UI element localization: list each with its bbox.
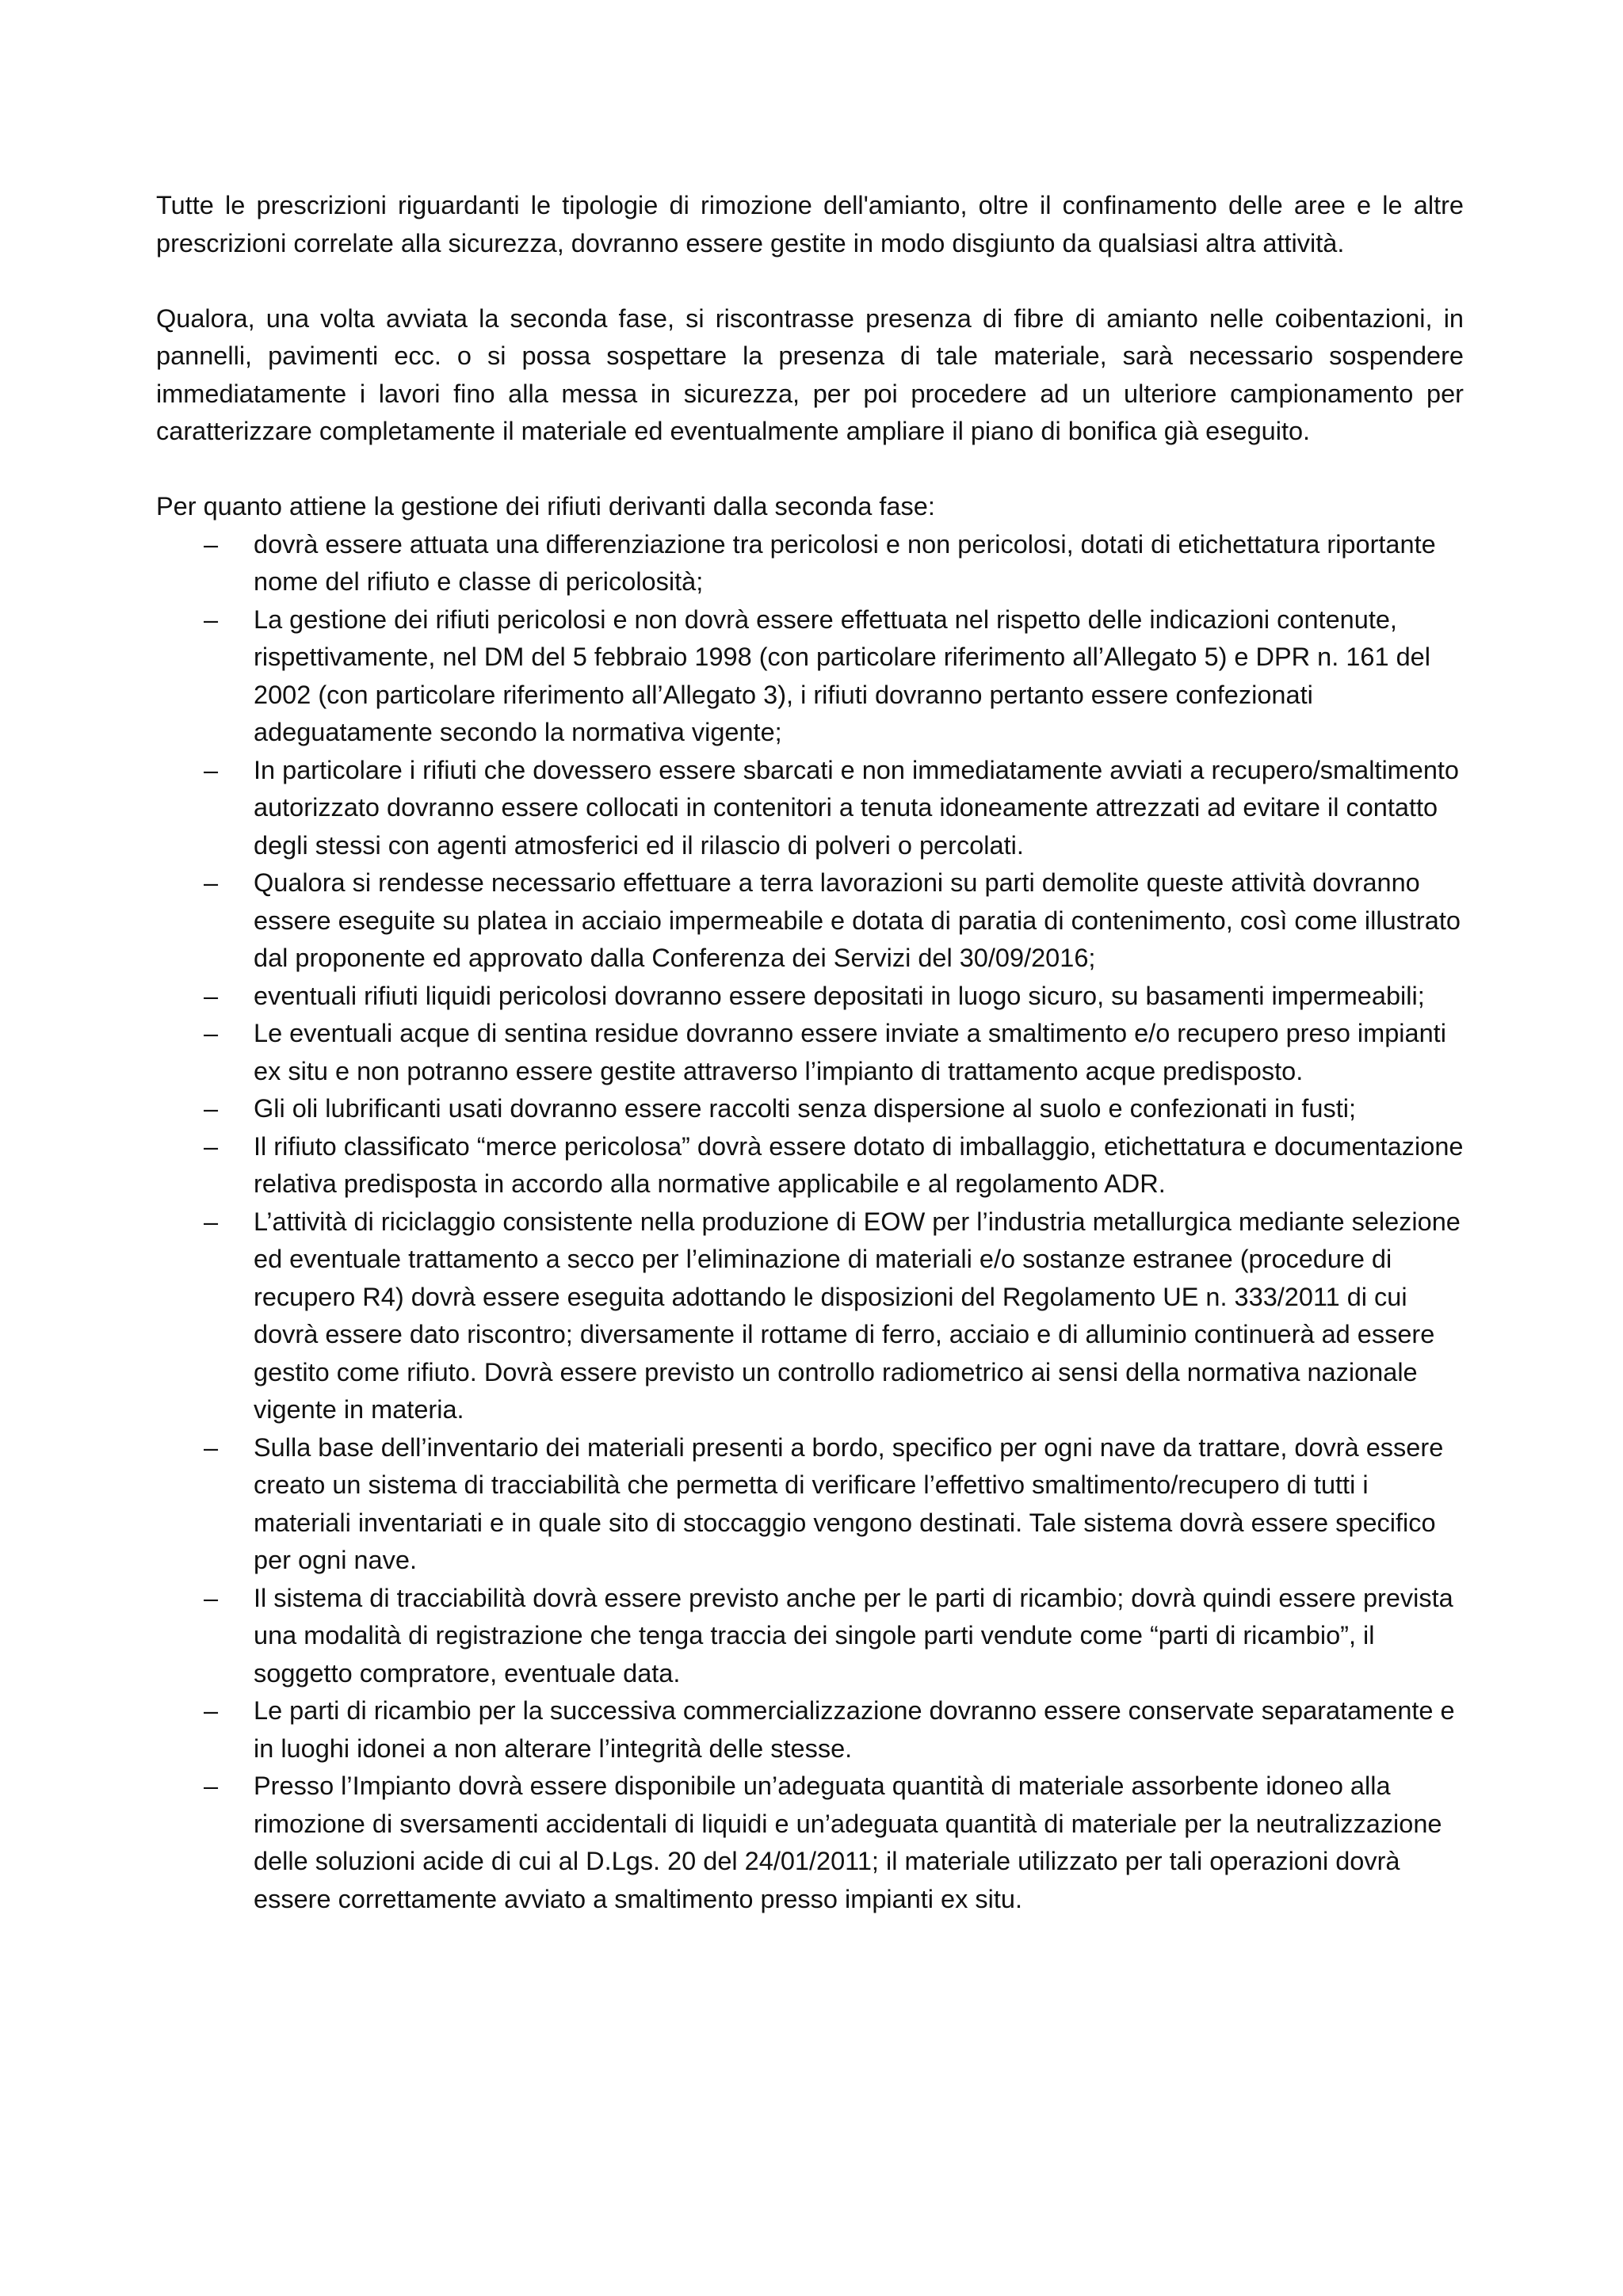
document-page: [156, 187, 1464, 1918]
list-item: [156, 526, 1464, 601]
list-item-text: eventuali rifiuti liquidi pericolosi dovranno essere depositati in luogo sicuro, su basamenti impermeabili;: [254, 981, 1425, 1010]
paragraph-spacer: [156, 451, 1464, 489]
list-item-text: Il sistema di tracciabilità dovrà essere previsto anche per le parti di ricambio; dovrà quindi essere prevista una modalità di registrazione che tenga traccia dei singole parti vendute come “parti di ricambio”, il soggetto compratore, eventuale data.: [254, 1583, 1453, 1688]
list-item-text: Le parti di ricambio per la successiva commercializzazione dovranno essere conservate separatamente e in luoghi idonei a non alterare l’integrità delle stesse.: [254, 1696, 1455, 1763]
list-item-text: Il rifiuto classificato “merce pericolosa” dovrà essere dotato di imballaggio, etichettatura e documentazione relativa predisposta in accordo alla normative applicabile e al regolamento ADR.: [254, 1131, 1464, 1198]
paragraph-spacer: [156, 262, 1464, 300]
dash-bullet: –: [204, 1131, 219, 1161]
dash-bullet: –: [204, 755, 219, 784]
list-item: [156, 1015, 1464, 1090]
list-item: [156, 1090, 1464, 1128]
dash-bullet: –: [204, 1583, 219, 1612]
list-item: [156, 978, 1464, 1016]
list-item-text: La gestione dei rifiuti pericolosi e non dovrà essere effettuata nel rispetto delle indicazioni contenute, rispettivamente, nel DM del 5 febbraio 1998 (con particolare riferimento all’Allegato 5) e DPR n. 161 del 2002 (con particolare riferimento all’Allegato 3), i rifiuti dovranno pertanto essere confezionati adeguatamente secondo la normativa vigente;: [254, 605, 1430, 746]
list-item-text: In particolare i rifiuti che dovessero essere sbarcati e non immediatamente avviati a recupero/smaltimento autorizzato dovranno essere collocati in contenitori a tenuta idoneamente attrezzati ad evitare il contatto degli stessi con agenti atmosferici ed il rilascio di polveri o percolati.: [254, 755, 1459, 860]
waste-management-list: [156, 526, 1464, 1919]
dash-bullet: –: [204, 1696, 219, 1725]
list-item-text: Gli oli lubrificanti usati dovranno essere raccolti senza dispersione al suolo e confezionati in fusti;: [254, 1094, 1357, 1123]
list-item-text: Le eventuali acque di sentina residue dovranno essere inviate a smaltimento e/o recupero preso impianti ex situ e non potranno essere gestite attraverso l’impianto di trattamento acque predisposto.: [254, 1019, 1446, 1085]
dash-bullet: –: [204, 981, 219, 1010]
list-item: [156, 1203, 1464, 1429]
dash-bullet: –: [204, 1207, 219, 1236]
list-item-text: dovrà essere attuata una differenziazione tra pericolosi e non pericolosi, dotati di etichettatura riportante nome del rifiuto e classe di pericolosità;: [254, 529, 1436, 596]
dash-bullet: –: [204, 605, 219, 634]
list-item: [156, 601, 1464, 752]
list-item: [156, 864, 1464, 978]
list-item: [156, 1768, 1464, 1918]
list-intro: Per quanto attiene la gestione dei rifiuti derivanti dalla seconda fase:: [156, 492, 935, 521]
paragraph-second-phase: Qualora, una volta avviata la seconda fase, si riscontrasse presenza di fibre di amianto nelle coibentazioni, in pannelli, pavimenti ecc. o si possa sospettare la presenza di tale materiale, sarà necessario sospendere immediatamente i lavori fino alla messa in sicurezza, per poi procedere ad un ulteriore campionamento per caratterizzare completamente il materiale ed eventualmente ampliare il piano di bonifica già eseguito.: [156, 303, 1464, 445]
list-item-text: Presso l’Impianto dovrà essere disponibile un’adeguata quantità di materiale assorbente idoneo alla rimozione di sversamenti accidentali di liquidi e un’adeguata quantità di materiale per la neutralizzazione delle soluzioni acide di cui al D.Lgs. 20 del 24/01/2011; il materiale utilizzato per tali operazioni dovrà essere correttamente avviato a smaltimento presso impianti ex situ.: [254, 1772, 1442, 1913]
list-item: [156, 1692, 1464, 1768]
list-item: [156, 752, 1464, 865]
dash-bullet: –: [204, 1772, 219, 1800]
dash-bullet: –: [204, 1094, 219, 1123]
dash-bullet: –: [204, 529, 219, 559]
dash-bullet: –: [204, 1432, 219, 1462]
dash-bullet: –: [204, 868, 219, 897]
paragraph-asbestos-removal: Tutte le prescrizioni riguardanti le tipologie di rimozione dell'amianto, oltre il confinamento delle aree e le altre prescrizioni correlate alla sicurezza, dovranno essere gestite in modo disgiunto da qualsiasi altra attività.: [156, 191, 1464, 257]
dash-bullet: –: [204, 1019, 219, 1047]
list-item: [156, 1429, 1464, 1580]
list-item-text: Sulla base dell’inventario dei materiali presenti a bordo, specifico per ogni nave da trattare, dovrà essere creato un sistema di tracciabilità che permetta di verificare l’effettivo smaltimento/recupero di tutti i materiali inventariati e in quale sito di stoccaggio vengono destinati. Tale sistema dovrà essere specifico per ogni nave.: [254, 1432, 1444, 1574]
list-item: [156, 1580, 1464, 1693]
list-item-text: Qualora si rendesse necessario effettuare a terra lavorazioni su parti demolite queste attività dovranno essere eseguite su platea in acciaio impermeabile e dotata di paratia di contenimento, così come illustrato dal proponente ed approvato dalla Conferenza dei Servizi del 30/09/2016;: [254, 868, 1461, 972]
list-item-text: L’attività di riciclaggio consistente nella produzione di EOW per l’industria metallurgica mediante selezione ed eventuale trattamento a secco per l’eliminazione di materiali e/o sostanze estranee (procedure di recupero R4) dovrà essere eseguita adottando le disposizioni del Regolamento UE n. 333/2011 di cui dovrà essere dato riscontro; diversamente il rottame di ferro, acciaio e di alluminio continuerà ad essere gestito come rifiuto. Dovrà essere previsto un controllo radiometrico ai sensi della normativa nazionale vigente in materia.: [254, 1207, 1461, 1424]
list-item: [156, 1128, 1464, 1203]
